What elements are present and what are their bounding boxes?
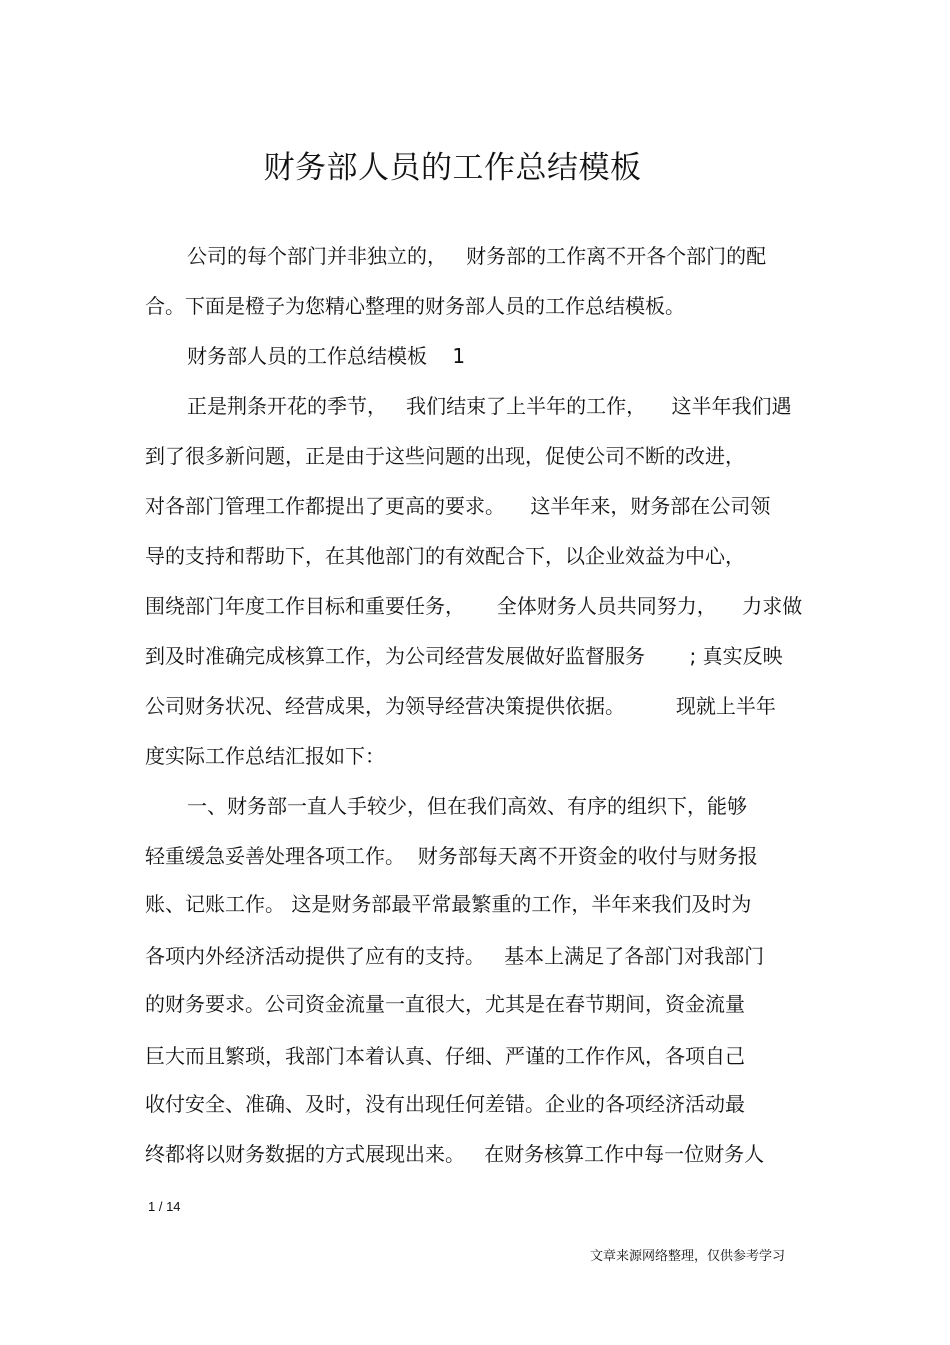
paragraph-line: 正是荆条开花的季节， 我们结束了上半年的工作， 这半年我们遇 bbox=[187, 394, 792, 418]
page-number: 1 / 14 bbox=[148, 1199, 181, 1214]
paragraph-line: 各项内外经济活动提供了应有的支持。 基本上满足了各部门对我部门 bbox=[145, 944, 765, 968]
paragraph-line: 巨大而且繁琐，我部门本着认真、仔细、严谨的工作作风，各项自己 bbox=[145, 1044, 745, 1068]
paragraph-line: 到及时准确完成核算工作，为公司经营发展做好监督服务 ; 真实反映 bbox=[145, 644, 783, 668]
paragraph-line: 围绕部门年度工作目标和重要任务， 全体财务人员共同努力， 力求做 bbox=[145, 594, 803, 618]
paragraph-line: 账、记账工作。 这是财务部最平常最繁重的工作，半年来我们及时为 bbox=[145, 892, 752, 916]
paragraph-line: 对各部门管理工作都提出了更高的要求。 这半年来，财务部在公司领 bbox=[145, 494, 771, 518]
paragraph-line: 合。下面是橙子为您精心整理的财务部人员的工作总结模板。 bbox=[145, 294, 685, 318]
paragraph-line: 一、财务部一直人手较少，但在我们高效、有序的组织下，能够 bbox=[187, 794, 747, 818]
paragraph-line: 公司财务状况、经营成果，为领导经营决策提供依据。 现就上半年 bbox=[145, 694, 776, 718]
paragraph-line: 公司的每个部门并非独立的， 财务部的工作离不开各个部门的配 bbox=[187, 244, 767, 268]
paragraph-line: 终都将以财务数据的方式展现出来。 在财务核算工作中每一位财务人 bbox=[145, 1142, 765, 1166]
paragraph-line: 到了很多新问题，正是由于这些问题的出现，促使公司不断的改进， bbox=[145, 444, 745, 468]
footer-note: 文章来源网络整理，仅供参考学习 bbox=[590, 1249, 786, 1264]
section-heading: 财务部人员的工作总结模板 1 bbox=[187, 344, 466, 368]
paragraph-line: 度实际工作总结汇报如下： bbox=[145, 744, 385, 768]
paragraph-line: 轻重缓急妥善处理各项工作。 财务部每天离不开资金的收付与财务报 bbox=[145, 844, 758, 868]
paragraph-line: 的财务要求。公司资金流量一直很大，尤其是在春节期间，资金流量 bbox=[145, 992, 745, 1016]
document-title: 财务部人员的工作总结模板 bbox=[263, 150, 642, 186]
paragraph-line: 收付安全、准确、及时，没有出现任何差错。企业的各项经济活动最 bbox=[145, 1092, 745, 1116]
paragraph-line: 导的支持和帮助下，在其他部门的有效配合下，以企业效益为中心， bbox=[145, 544, 745, 568]
